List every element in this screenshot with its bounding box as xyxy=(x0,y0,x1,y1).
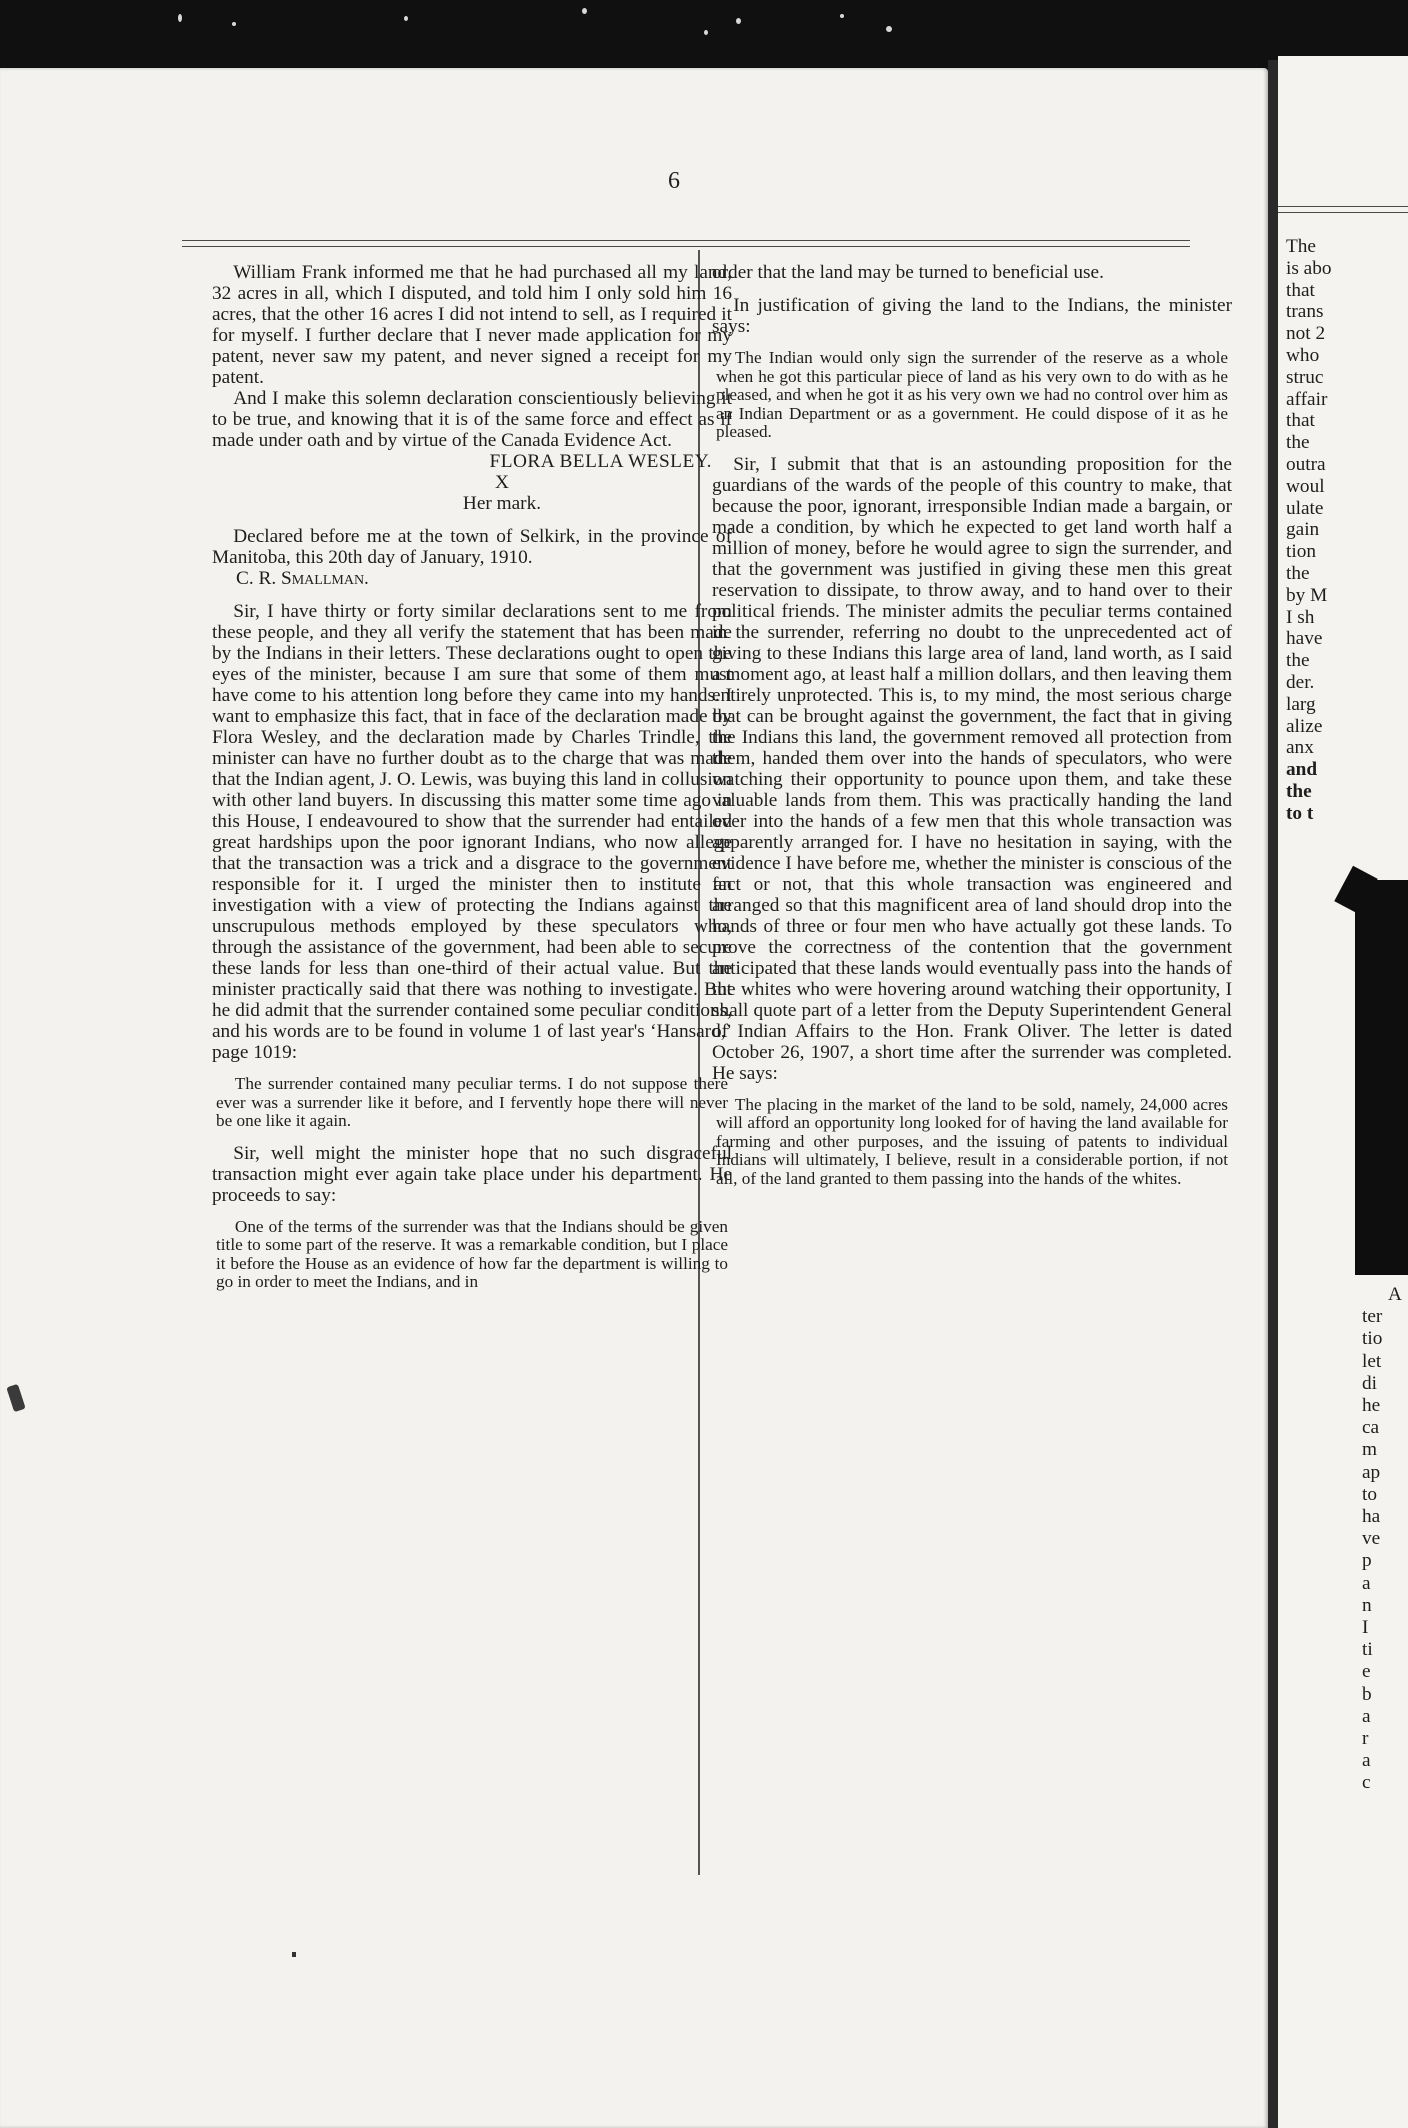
adjacent-text-fragment: der. xyxy=(1286,672,1315,693)
adjacent-text-fragment: p xyxy=(1362,1550,1372,1572)
block-quote: One of the terms of the surrender was that the Indians should be given title to some part of the reserve. It was a remarkable condition, but I place it before the House as an evidence of how far the department is willing to go in order to meet the Indians, and in xyxy=(216,1216,728,1291)
scan-border-top xyxy=(0,0,1408,78)
adjacent-text-fragment: ca xyxy=(1362,1417,1380,1439)
adjacent-text-fragment: outra xyxy=(1286,454,1326,475)
paragraph: William Frank informed me that he had purchased all my land, 32 acres in all, which I disputed, and told him I only sold him 16 acres, that the other 16 acres I did not intend to sell, as I required it for myself. I further declare that I never made application for my patent, never saw my patent, and never signed a receipt for my patent. xyxy=(212,262,732,388)
signature-mark: Her mark. xyxy=(462,493,542,514)
adjacent-text-fragment: ti xyxy=(1362,1639,1373,1661)
left-column xyxy=(212,262,732,1292)
dark-region xyxy=(1355,880,1408,1275)
adjacent-text-fragment: is abo xyxy=(1286,257,1332,279)
adjacent-text-fragment: the xyxy=(1286,781,1312,802)
right-column xyxy=(712,262,1232,1188)
paragraph: And I make this solemn declaration conscientiously believing it to be true, and knowing that it is of the same force and effect as if made under oath and by virtue of the Canada Evidence Act. xyxy=(212,388,732,451)
block-quote: The surrender contained many peculiar terms. I do not suppose there ever was a surrender like it before, and I fervently hope there will never be one like it again. xyxy=(216,1074,728,1130)
adjacent-text-fragment: I sh xyxy=(1286,606,1315,628)
adjacent-text-fragment: e xyxy=(1362,1661,1371,1683)
adjacent-text-fragment: di xyxy=(1362,1372,1377,1394)
adjacent-text-fragment: ter xyxy=(1362,1306,1383,1328)
adjacent-text-fragment: a xyxy=(1362,1750,1371,1772)
adjacent-text-fragment: who xyxy=(1286,345,1320,366)
signature-name: FLORA BELLA WESLEY. xyxy=(489,451,712,472)
adjacent-text-fragment: have xyxy=(1286,628,1323,650)
adjacent-text-fragment: that xyxy=(1286,279,1315,301)
declaration-paragraph: Declared before me at the town of Selkirk, in the province of Manitoba, this 20th day of January, 1910. xyxy=(212,526,732,568)
adjacent-text-fragment: alize xyxy=(1286,715,1323,737)
adjacent-text-fragment: m xyxy=(1362,1439,1377,1461)
adjacent-text-fragment: a xyxy=(1362,1572,1371,1594)
adjacent-text-fragment: affair xyxy=(1286,388,1328,410)
adjacent-text-fragment: trans xyxy=(1286,301,1324,323)
adjacent-text-fragment: not 2 xyxy=(1286,323,1326,345)
adjacent-text-fragment: a xyxy=(1362,1705,1371,1727)
adjacent-text-fragment: ha xyxy=(1362,1506,1381,1527)
adjacent-text-fragment: tion xyxy=(1286,541,1316,563)
signature-x: X xyxy=(495,472,509,493)
paragraph: Sir, I have thirty or forty similar declarations sent to me from these people, and they all verify the statement that has been made by the Indians in their letters. These declarations ought to open the eyes of the minister, because I am sure that some of them must have come to his attention long before they came into my hands. I want to emphasize this fact, that in face of the declaration made by Flora Wesley, and the declaration made by Charles Trindle, the minister can have no further doubt as to the charge that was made that the Indian agent, J. O. Lewis, was buying this land in collusion with other land buyers. In discussing this matter some time ago in this House, I endeavoured to show that the surrender had entailed great hardships upon the poor ignorant Indians, who now allege that the transaction was a trick and a disgrace to the government responsible for it. I urged the minister then to institute an investigation with a view of protecting the Indians against the unscrupulous methods employed by these speculators who, through the assistance of the government, had been able to secure these lands for less than one-third of their actual value. But the minister practically said that there was nothing to investigate. But he did admit that the surrender contained some peculiar conditions, and his words are to be found in volume 1 of last year's ‘Hansard,’ page 1019: xyxy=(212,601,732,1063)
adjacent-header-rule xyxy=(1278,206,1408,207)
adjacent-text-fragment: larg xyxy=(1286,693,1316,715)
adjacent-text-fragment: gain xyxy=(1286,519,1320,541)
adjacent-text-fragment: The xyxy=(1286,236,1316,257)
declaration-signatory: C. R. Smallman. xyxy=(236,568,369,589)
adjacent-text-fragment: the xyxy=(1286,432,1310,454)
block-quote: The placing in the market of the land to be sold, namely, 24,000 acres will afford an opportunity long looked for of having the land available for farming and other purposes, and the issuing of patents to individual Indians will ultimately, I believe, result in a considerable portion, if not all, of the land granted to them passing into the hands of the whites. xyxy=(716,1094,1228,1188)
paragraph: order that the land may be turned to beneficial use. xyxy=(712,262,1104,283)
adjacent-text-fragment: b xyxy=(1362,1683,1372,1705)
adjacent-text-fragment: anx xyxy=(1286,737,1314,759)
adjacent-text-fragment: he xyxy=(1362,1395,1381,1416)
paragraph: In justification of giving the land to the Indians, the minister says: xyxy=(712,295,1232,337)
adjacent-text-fragment: tio xyxy=(1362,1328,1383,1350)
header-rule-thin xyxy=(182,246,1190,247)
adjacent-text-fragment: woul xyxy=(1286,475,1325,497)
adjacent-text-fragment: ve xyxy=(1362,1528,1381,1550)
adjacent-text-fragment: and xyxy=(1286,759,1318,781)
adjacent-text-fragment: struc xyxy=(1286,366,1324,388)
adjacent-text-fragment: A xyxy=(1388,1284,1402,1305)
adjacent-text-fragment: that xyxy=(1286,410,1315,432)
adjacent-text-fragment: I xyxy=(1362,1617,1369,1638)
adjacent-text-fragment: ulate xyxy=(1286,497,1324,519)
adjacent-text-fragment: the xyxy=(1286,650,1310,672)
adjacent-text-fragment: c xyxy=(1362,1772,1371,1794)
adjacent-text-fragment: ap xyxy=(1362,1461,1381,1483)
page-gutter xyxy=(1268,60,1278,2128)
paragraph: Sir, I submit that that is an astounding proposition for the guardians of the wards of the people of this country to make, that because the poor, ignorant, irresponsible Indian made a bargain, or made a condition, by which he expected to get land worth half a million of money, before he would agree to sign the surrender, and that the government was justified in giving these men this great reservation to dissipate, to throw away, and to hand over to their political friends. The minister admits the peculiar terms contained in the surrender, referring no doubt to the unprecedented act of giving to these Indians this large area of land, land worth, as I said a moment ago, at least half a million dollars, and then leaving them entirely unprotected. This is, to my mind, the most serious charge that can be brought against the government, the fact that in giving the Indians this land, the government removed all protection from them, handed them over into the hands of speculators, who were watching their opportunity to pounce upon them, and take these valuable lands from them. This was practically handing the land over into the hands of a few men that this whole transaction was apparently arranged for. I have no hesitation in saying, with the evidence I have before me, whether the minister is conscious of the fact or not, that this whole transaction was engineered and arranged so that this magnificent area of land should drop into the hands of three or four men who have actually got these lands. To prove the correctness of the contention that the government anticipated that these lands would eventually pass into the hands of the whites who were hovering around watching their opportunity, I shall quote part of a letter from the Deputy Superintendent General of Indian Affairs to the Hon. Frank Oliver. The letter is dated October 26, 1907, a short time after the surrender was completed. He says: xyxy=(712,453,1232,1084)
adjacent-text-fragment: by M xyxy=(1286,584,1328,606)
adjacent-text-fragment: let xyxy=(1362,1350,1382,1372)
paragraph: Sir, well might the minister hope that no such disgraceful transaction might ever again take place under his department. He proceeds to say: xyxy=(212,1142,732,1206)
adjacent-text-fragment: n xyxy=(1362,1594,1372,1616)
scan-artifact xyxy=(292,1952,296,1957)
block-quote: The Indian would only sign the surrender of the reserve as a whole when he got this particular piece of land as his very own to do with as he pleased, and when he got it as his very own we had no control over him as an Indian Department or as a government. He could dispose of it as he pleased. xyxy=(716,348,1228,441)
adjacent-text-fragment: to t xyxy=(1286,802,1314,824)
page-number: 6 xyxy=(668,168,680,194)
adjacent-text-fragment: the xyxy=(1286,563,1310,584)
adjacent-text-fragment: to xyxy=(1362,1483,1377,1505)
header-rule xyxy=(182,240,1190,241)
adjacent-text-fragment: r xyxy=(1362,1728,1369,1749)
